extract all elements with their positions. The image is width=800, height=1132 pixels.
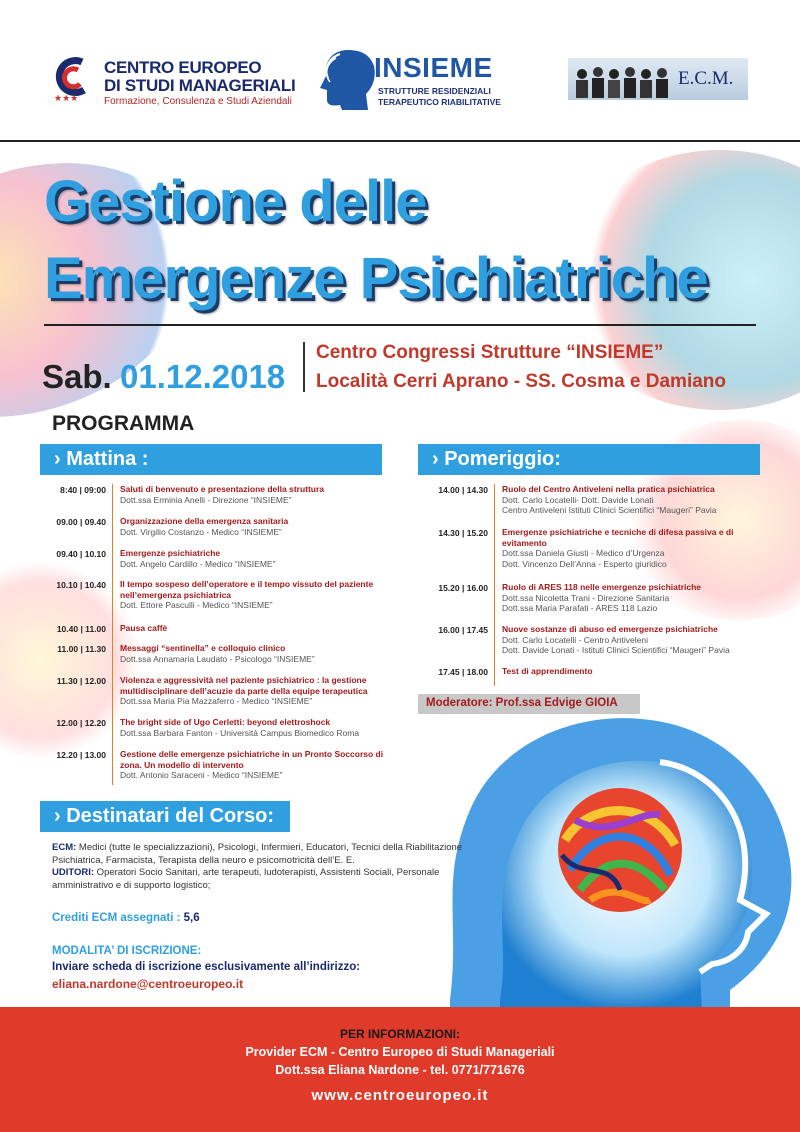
schedule-row: [40, 643, 390, 675]
iscrizione-instructions: Inviare scheda di iscrizione esclusivamente all’indirizzo:: [52, 961, 361, 973]
schedule-speaker: Dott. Carlo Locatelli - Centro Antiveleni: [502, 634, 648, 645]
schedule-row: [40, 516, 390, 548]
header-divider: [0, 140, 800, 142]
footer-website-link[interactable]: www.centroeuropeo.it: [311, 1087, 489, 1104]
schedule-topic: Organizzazione della emergenza sanitaria: [120, 516, 289, 526]
programma-heading: PROGRAMMA: [52, 412, 195, 435]
schedule-time: 11.30 | 12.00: [56, 676, 106, 686]
schedule-topic: Gestione delle emergenze psichiatriche in un Pronto Soccorso di zona. Un modello di intervento: [120, 749, 384, 770]
schedule-row: [40, 579, 390, 623]
schedule-time: 15.20 | 16.00: [438, 583, 488, 593]
schedule-row: [40, 548, 390, 579]
head-profile-icon: [318, 48, 376, 110]
head-brain-illustration-icon: [430, 700, 800, 1010]
schedule-speaker: Dott.ssa Erminia Anelli - Direzione “INSIEME”: [120, 494, 292, 505]
schedule-row: [418, 582, 768, 624]
schedule-topic: Nuove sostanze di abuso ed emergenze psichiatriche: [502, 624, 718, 634]
title-divider: [44, 324, 756, 326]
crediti-label: Crediti ECM assegnati :: [52, 912, 181, 924]
schedule-speaker: Dott.ssa Daniela Giusti - Medico d’Urgenza: [502, 548, 665, 558]
insieme-subtitle-1: STRUTTURE RESIDENZIALI: [378, 86, 491, 96]
people-group-icon: [572, 64, 672, 98]
schedule-topic: Emergenze psichiatriche: [120, 548, 221, 558]
uditori-label: UDITORI:: [52, 867, 95, 878]
mattina-section-bar: › Mattina :: [40, 444, 382, 475]
schedule-time: 16.00 | 17.45: [438, 625, 488, 635]
schedule-speaker: Dott. Vincenzo Dell’Anna - Esperto giuridico: [502, 558, 667, 569]
schedule-topic: Ruolo di ARES 118 nelle emergenze psichiatriche: [502, 582, 702, 592]
pomeriggio-schedule: [418, 484, 768, 686]
schedule-topic: Il tempo sospeso dell’operatore e il tempo vissuto del paziente nell’emergenza psichiatrica: [120, 579, 374, 600]
ecm-label: E.C.M.: [678, 68, 734, 89]
venue-line2: Località Cerri Aprano - SS. Cosma e Damiano: [316, 371, 727, 392]
schedule-speaker: Dott. Virgilio Costanzo - Medico “INSIEME”: [120, 526, 282, 537]
schedule-topic: Emergenze psichiatriche e tecniche di difesa passiva e di evitamento: [502, 527, 734, 548]
crediti-value: 5,6: [183, 912, 200, 924]
cesm-name-line2: DI STUDI MANAGERIALI: [104, 76, 296, 95]
schedule-time: 10.40 | 11.00: [56, 624, 106, 634]
page-title-line2: Emergenze Psichiatriche: [44, 246, 708, 311]
schedule-time: 8:40 | 09:00: [60, 485, 106, 495]
schedule-row: [40, 484, 390, 516]
insieme-subtitle-2: TERAPEUTICO RIABILITATIVE: [378, 97, 501, 107]
footer-provider: Provider ECM - Centro Europeo di Studi Manageriali: [245, 1045, 555, 1059]
date-venue-divider: [303, 342, 305, 392]
schedule-speaker: Dott. Davide Lonati - Istituti Clinici Scientifici “Maugeri” Pavia: [502, 645, 730, 655]
schedule-speaker: Dott.ssa Barbara Fanton - Università Campus Biomedico Roma: [120, 727, 360, 738]
moderator-badge: Moderatore: Prof.ssa Edvige GIOIA: [418, 694, 640, 714]
cesm-emblem-icon: [52, 56, 94, 102]
schedule-speaker: Centro Antiveleni Istituti Clinici Scientifici “Maugeri” Pavia: [502, 505, 717, 515]
footer-contact: Dott.ssa Eliana Nardone - tel. 0771/771676: [275, 1063, 525, 1077]
schedule-speaker: Dott. Carlo Locatelli- Dott. Davide Lonati: [502, 494, 654, 505]
cesm-tagline: Formazione, Consulenza e Studi Aziendali: [104, 96, 292, 107]
schedule-speaker: Dott.ssa Maria Pia Mazzaferro - Medico “INSIEME”: [120, 696, 313, 706]
page-title-line1: Gestione delle: [44, 169, 427, 234]
insieme-title: INSIEME: [374, 52, 493, 83]
schedule-topic: Messaggi “sentinella” e colloquio clinico: [120, 643, 286, 653]
schedule-row: [418, 666, 768, 686]
schedule-row: [418, 527, 768, 582]
footer-heading: PER INFORMAZIONI:: [340, 1027, 460, 1041]
modalita-heading: MODALITA’ DI ISCRIZIONE:: [52, 945, 202, 957]
mattina-schedule: [40, 484, 390, 785]
ecm-audience: Medici (tutte le specializzazioni), Psicologi, Infermieri, Educatori, Tecnici della Riabilitazione Psichiatrica, Farmacista, Terapista della neuro e psicomotricità dell’E. E.: [52, 842, 463, 866]
schedule-time: 09.40 | 10.10: [56, 549, 106, 559]
schedule-topic: Test di apprendimento: [502, 666, 593, 676]
pomeriggio-section-bar: › Pomeriggio:: [418, 444, 760, 475]
event-day: Sab.: [42, 358, 112, 395]
svg-text:★★★: ★★★: [54, 93, 79, 102]
cesm-logo: [52, 52, 296, 112]
schedule-time: 09.00 | 09.40: [56, 517, 106, 527]
destinatari-text: [52, 842, 482, 892]
schedule-speaker: Dott. Antonio Saraceni - Medico “INSIEME”: [120, 770, 283, 780]
schedule-speaker: Dott.ssa Maria Parafati - ARES 118 Lazio: [502, 603, 658, 613]
schedule-row: [40, 675, 390, 717]
schedule-topic: Pausa caffè: [120, 623, 168, 633]
contact-email-link[interactable]: eliana.nardone@centroeuropeo.it: [52, 977, 244, 991]
header-logos: [0, 0, 800, 142]
schedule-time: 17.45 | 18.00: [438, 667, 488, 677]
schedule-speaker: Dott.ssa Nicoletta Trani - Direzione Sanitaria: [502, 592, 670, 603]
insieme-logo: [318, 46, 508, 116]
schedule-speaker: Dott.ssa Annamaria Laudato - Psicologo “INSIEME”: [120, 653, 315, 664]
schedule-row: [40, 717, 390, 749]
ecm-label: ECM:: [52, 842, 77, 853]
schedule-time: 12.20 | 13.00: [56, 750, 106, 760]
cesm-name-line1: CENTRO EUROPEO: [104, 58, 262, 77]
ecm-logo: [568, 58, 748, 100]
schedule-topic: Saluti di benvenuto e presentazione della struttura: [120, 484, 325, 494]
schedule-time: 14.30 | 15.20: [438, 528, 488, 538]
schedule-time: 10.10 | 10.40: [56, 580, 106, 590]
schedule-time: 11.00 | 11.30: [57, 644, 106, 654]
schedule-speaker: Dott. Angelo Cardillo - Medico “INSIEME”: [120, 558, 276, 569]
event-date: 01.12.2018: [120, 358, 286, 395]
schedule-topic: Ruolo del Centro Antiveleni nella pratica psichiatrica: [502, 484, 715, 494]
destinatari-section-bar: › Destinatari del Corso:: [40, 801, 290, 832]
schedule-row: [418, 484, 768, 527]
schedule-topic: The bright side of Ugo Cerletti: beyond elettroshock: [120, 717, 331, 727]
schedule-time: 12.00 | 12.20: [56, 718, 106, 728]
crediti-ecm: [52, 912, 200, 924]
schedule-speaker: Dott. Ettore Pasculli - Medico “INSIEME”: [120, 600, 273, 610]
footer-info: [0, 1007, 800, 1132]
uditori-audience: Operatori Socio Sanitari, arte terapeuti, ludoterapisti, Assistenti Sociali, Personale amministrativo e di supporto logistico;: [52, 867, 440, 891]
schedule-row: [418, 624, 768, 666]
schedule-row: [40, 623, 390, 643]
schedule-time: 14.00 | 14.30: [438, 485, 488, 495]
schedule-topic: Violenza e aggressività nel paziente psichiatrico : la gestione multidisciplinare dell’acuzie da parte della equipe terapeutica: [120, 675, 368, 696]
venue-line1: Centro Congressi Strutture “INSIEME”: [316, 342, 664, 363]
schedule-row: [40, 749, 390, 785]
